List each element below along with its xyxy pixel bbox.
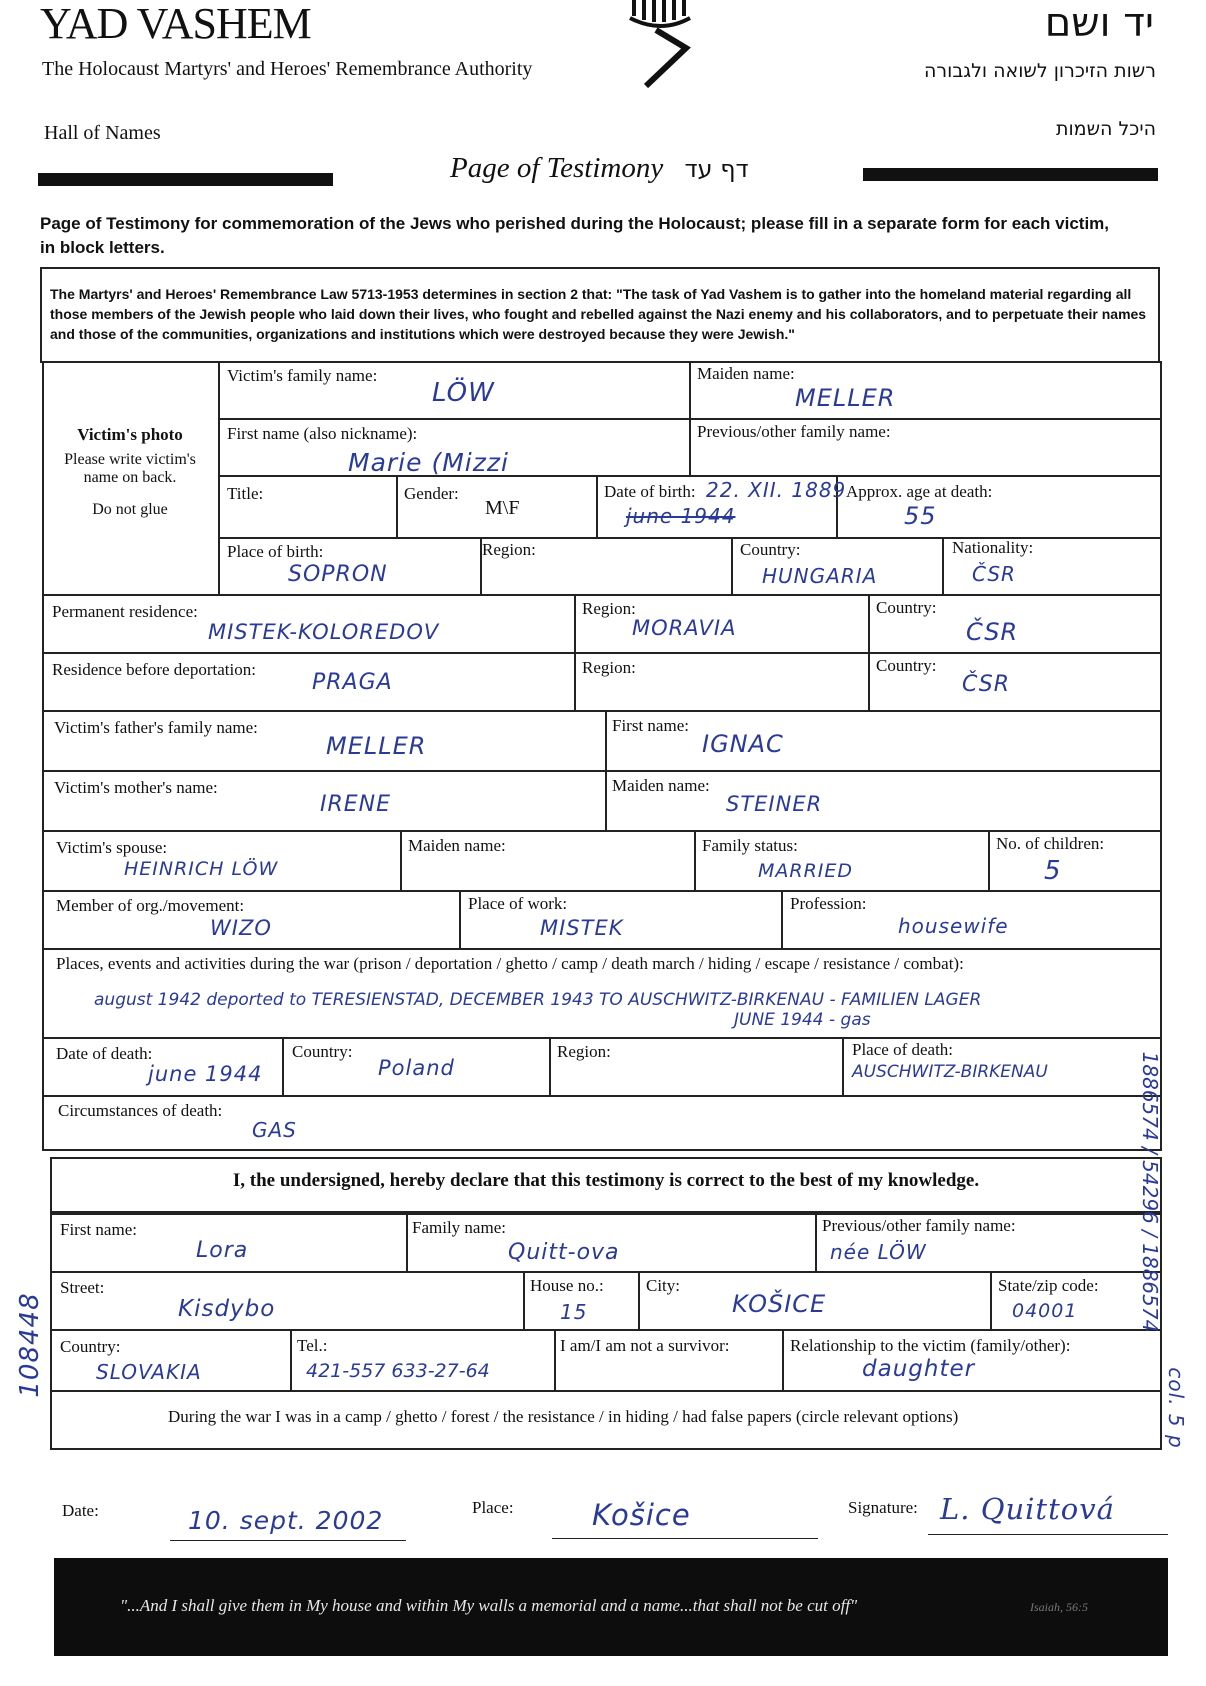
- children-value[interactable]: 5: [1044, 856, 1062, 886]
- date-label: Date:: [62, 1501, 99, 1520]
- birthplace-value[interactable]: SOPRON: [288, 562, 388, 587]
- residence-region-value[interactable]: MORAVIA: [632, 616, 737, 640]
- birth-country-label: Country:: [740, 540, 801, 559]
- death-region-label: Region:: [557, 1042, 611, 1061]
- header-rule-left: [38, 173, 333, 186]
- family-name-label: Victim's family name:: [227, 366, 378, 385]
- spouse-maiden-label: Maiden name:: [408, 836, 506, 855]
- birth-country-value[interactable]: HUNGARIA: [762, 564, 878, 588]
- hebrew-subtitle: רשות הזיכרון לשואה ולגבורה: [924, 60, 1156, 82]
- place-value[interactable]: Košice: [592, 1498, 691, 1532]
- street-value[interactable]: Kisdybo: [178, 1296, 276, 1322]
- sub-previous-label: Previous/other family name:: [822, 1216, 1016, 1235]
- photo-line1: Please write victim's: [64, 451, 196, 468]
- family-status-value[interactable]: MARRIED: [758, 860, 854, 882]
- tel-value[interactable]: 421-557 633-27-64: [306, 1360, 490, 1382]
- dob-label: Date of birth:: [604, 482, 696, 501]
- maiden-name-label: Maiden name:: [697, 364, 795, 383]
- pre-deport-value[interactable]: PRAGA: [312, 670, 393, 695]
- family-name-value[interactable]: LÖW: [432, 378, 495, 408]
- relationship-value[interactable]: daughter: [862, 1356, 976, 1382]
- sub-first-name-value[interactable]: Lora: [196, 1238, 249, 1263]
- events-label: Places, events and activities during the war (prison / deportation / ghetto / camp / death march / hiding / escape / resistance / combat):: [56, 954, 964, 973]
- residence-region-label: Region:: [582, 599, 636, 618]
- quote-text: "...And I shall give them in My house and within My walls a memorial and a name...that shall not be cut off": [120, 1596, 858, 1615]
- org-name: YAD VASHEM: [40, 0, 311, 48]
- family-status-label: Family status:: [702, 836, 798, 855]
- gender-label: Gender:: [404, 484, 459, 503]
- tel-label: Tel.:: [297, 1336, 328, 1355]
- menorah-logo: [626, 0, 696, 95]
- city-label: City:: [646, 1276, 681, 1295]
- spouse-label: Victim's spouse:: [56, 838, 168, 857]
- place-label: Place:: [472, 1498, 514, 1517]
- hebrew-org-name: יד ושם: [1044, 0, 1154, 46]
- age-value[interactable]: 55: [904, 502, 937, 530]
- zip-value[interactable]: 04001: [1012, 1300, 1078, 1322]
- spouse-value[interactable]: HEINRICH LÖW: [124, 858, 279, 880]
- photo-line3: Do not glue: [92, 501, 168, 518]
- photo-line2: name on back.: [83, 469, 177, 486]
- death-country-label: Country:: [292, 1042, 353, 1061]
- form-title: Page of Testimony דף עד: [450, 152, 749, 184]
- hall-of-names: Hall of Names: [44, 122, 161, 144]
- sub-country-value[interactable]: SLOVAKIA: [96, 1360, 202, 1384]
- nationality-label: Nationality:: [952, 538, 1034, 557]
- dob-value[interactable]: 22. XII. 1889: [706, 478, 847, 502]
- header-rule-right: [863, 168, 1158, 181]
- death-place-value[interactable]: AUSCHWITZ-BIRKENAU: [852, 1062, 1048, 1082]
- work-value[interactable]: MISTEK: [540, 916, 624, 940]
- photo-title: Victim's photo: [77, 425, 183, 444]
- pre-deport-label: Residence before deportation:: [52, 660, 256, 679]
- residence-value[interactable]: MISTEK-KOLOREDOV: [208, 620, 440, 644]
- death-country-value[interactable]: Poland: [378, 1056, 455, 1080]
- residence-country-value[interactable]: ČSR: [966, 618, 1019, 646]
- birthplace-label: Place of birth:: [227, 542, 324, 561]
- law-text: The Martyrs' and Heroes' Remembrance Law 5713-1953 determines in section 2 that: "The task of Yad Vashem is to gather into the homeland material regarding all those members of the Jewish people who laid down their lives, who fought and rebelled against the Nazi enemy and his collaborators, and to perpetuate their names and those of the communities, organizations and institutions which were destroyed because they were Jewish.": [50, 286, 1147, 342]
- father-value[interactable]: MELLER: [326, 732, 427, 760]
- instructions: Page of Testimony for commemoration of the Jews who perished during the Holocaust; please fill in a separate form for each victim, in block letters.: [40, 214, 1110, 257]
- birth-region-label: Region:: [482, 540, 536, 559]
- org-label: Member of org./movement:: [56, 896, 245, 915]
- nationality-value[interactable]: ČSR: [972, 562, 1016, 586]
- quote-reference: Isaiah, 56:5: [1030, 1600, 1088, 1614]
- mother-maiden-label: Maiden name:: [612, 776, 710, 795]
- left-margin-number: 108448: [15, 1292, 45, 1398]
- father-first-label: First name:: [612, 716, 689, 735]
- father-first-value[interactable]: IGNAC: [702, 730, 784, 758]
- relationship-label: Relationship to the victim (family/other):: [790, 1336, 1071, 1355]
- sub-family-name-value[interactable]: Quitt-ova: [508, 1240, 620, 1265]
- profession-value[interactable]: housewife: [898, 914, 1009, 938]
- title-label: Title:: [227, 484, 264, 503]
- signature-label: Signature:: [848, 1498, 918, 1517]
- right-margin-note: col. 5 p: [1164, 1367, 1188, 1449]
- city-value[interactable]: KOŠICE: [732, 1290, 827, 1318]
- circumstances-value[interactable]: GAS: [252, 1118, 297, 1142]
- photo-box: [44, 425, 216, 519]
- org-value[interactable]: WIZO: [210, 916, 272, 940]
- events-line1[interactable]: august 1942 deported to TERESIENSTAD, DECEMBER 1943 TO AUSCHWITZ-BIRKENAU - FAMILIEN LAGER: [94, 990, 982, 1010]
- circumstances-label: Circumstances of death:: [58, 1101, 223, 1120]
- sub-previous-value[interactable]: née LÖW: [830, 1240, 927, 1264]
- pre-deport-country-label: Country:: [876, 656, 937, 675]
- org-subtitle: The Holocaust Martyrs' and Heroes' Remembrance Authority: [42, 58, 533, 80]
- house-value[interactable]: 15: [560, 1300, 588, 1324]
- first-name-value[interactable]: Marie (Mizzi: [348, 448, 509, 477]
- dob-crossed-value: june 1944: [626, 504, 736, 528]
- work-label: Place of work:: [468, 894, 568, 913]
- death-date-label: Date of death:: [56, 1044, 153, 1063]
- right-margin-number: 1886574 / 54296 / 1886574: [1138, 1051, 1162, 1333]
- pre-deport-region-label: Region:: [582, 658, 636, 677]
- mother-maiden-value[interactable]: STEINER: [726, 792, 823, 816]
- residence-label: Permanent residence:: [52, 602, 198, 621]
- sub-country-label: Country:: [60, 1337, 121, 1356]
- first-name-label: First name (also nickname):: [227, 424, 418, 443]
- profession-label: Profession:: [790, 894, 867, 913]
- gender-value[interactable]: M\F: [485, 497, 520, 519]
- house-label: House no.:: [530, 1276, 604, 1295]
- mother-value[interactable]: IRENE: [320, 792, 392, 817]
- father-label: Victim's father's family name:: [54, 718, 258, 737]
- previous-name-label: Previous/other family name:: [697, 422, 891, 441]
- survivor-label: I am/I am not a survivor:: [560, 1336, 730, 1355]
- children-label: No. of children:: [996, 834, 1105, 853]
- zip-label: State/zip code:: [998, 1276, 1099, 1295]
- age-label: Approx. age at death:: [846, 482, 993, 501]
- war-line: During the war I was in a camp / ghetto / forest / the resistance / in hiding / had false papers (circle relevant options): [168, 1407, 959, 1426]
- death-place-label: Place of death:: [852, 1040, 954, 1059]
- death-date-value[interactable]: june 1944: [148, 1062, 263, 1086]
- hebrew-hall-of-names: היכל השמות: [1056, 118, 1156, 140]
- signature-value[interactable]: L. Quittová: [940, 1492, 1115, 1526]
- pre-deport-country-value[interactable]: ČSR: [962, 672, 1011, 697]
- maiden-name-value[interactable]: MELLER: [795, 384, 896, 412]
- events-line2[interactable]: JUNE 1944 - gas: [734, 1010, 871, 1030]
- sub-family-name-label: Family name:: [412, 1218, 506, 1237]
- mother-label: Victim's mother's name:: [54, 778, 218, 797]
- street-label: Street:: [60, 1278, 105, 1297]
- date-value[interactable]: 10. sept. 2002: [188, 1506, 384, 1535]
- sub-first-name-label: First name:: [60, 1220, 137, 1239]
- declaration-text: I, the undersigned, hereby declare that this testimony is correct to the best of my knowledge.: [232, 1170, 980, 1191]
- residence-country-label: Country:: [876, 598, 937, 617]
